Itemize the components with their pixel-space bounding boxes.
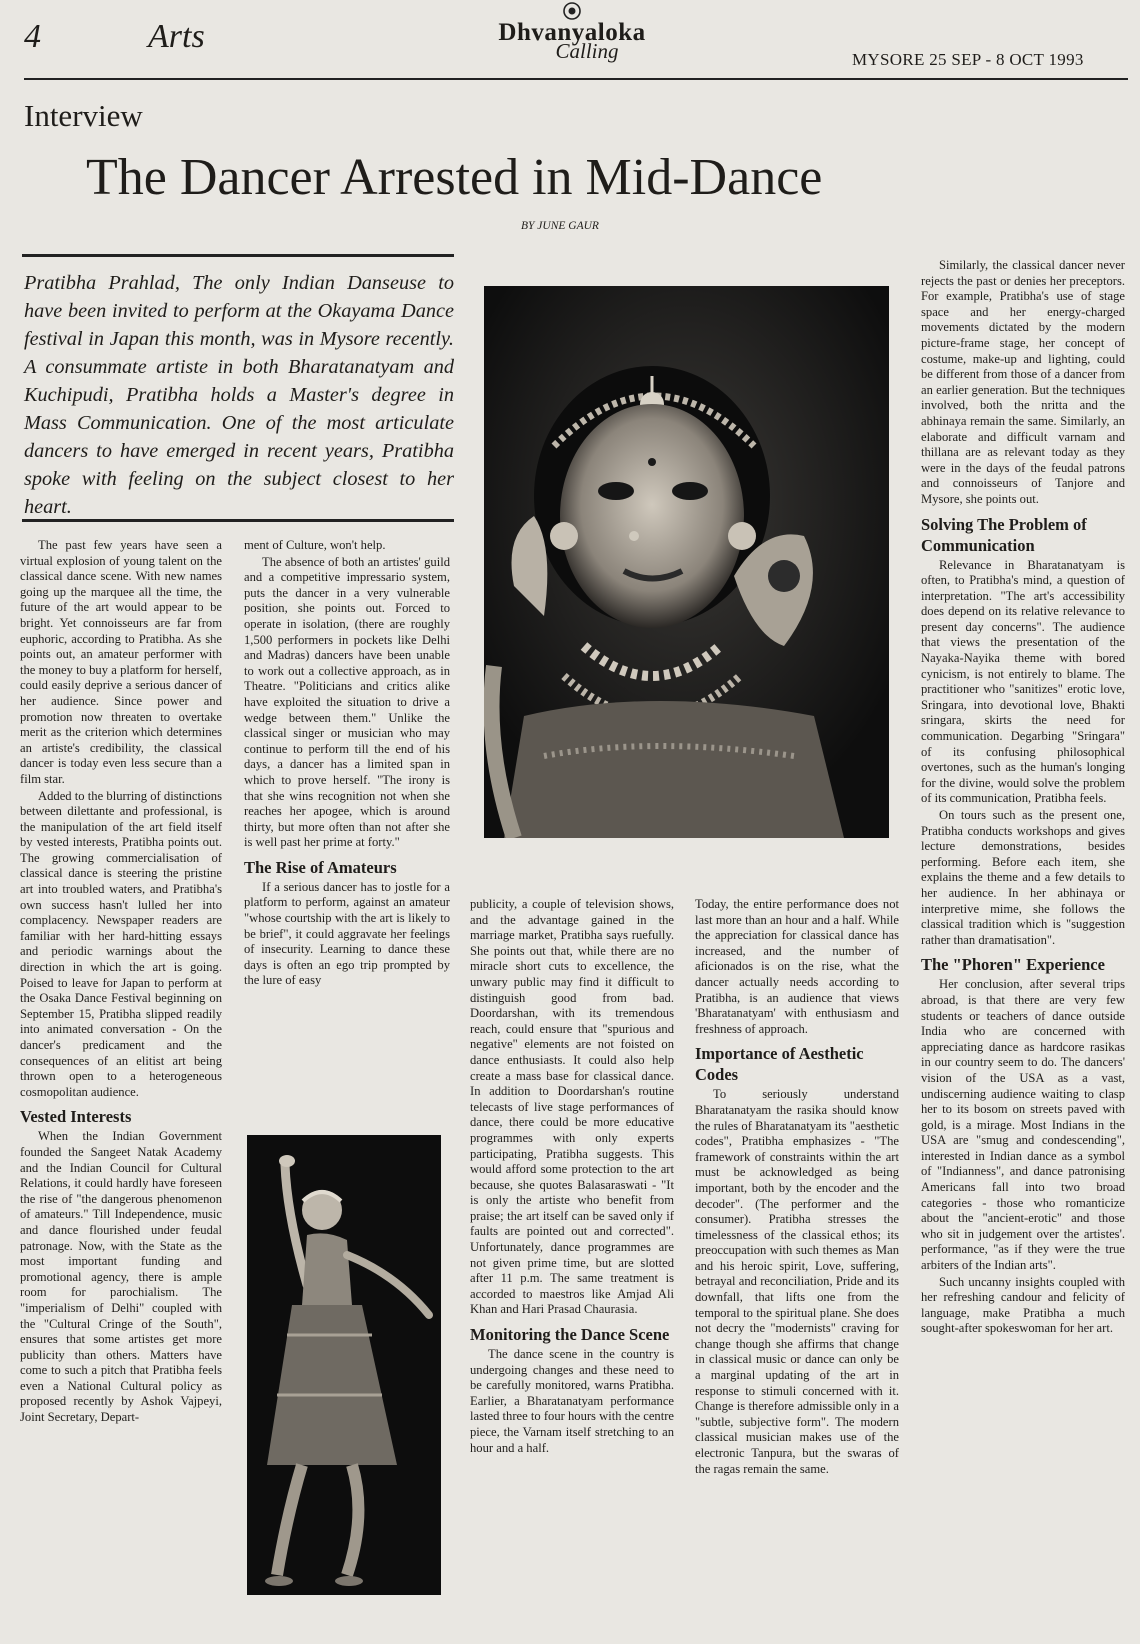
col1-paragraph-2: Added to the blurring of distinctions between dilettante and professional, is the manipulation of the art field itself by vested interests, Pratibha points out. The growing commercialisation of classical dance is steering the pristine art into troubled waters, and Pratibha's own success hasn't lulled her into complacency. Newspaper readers are familiar with her hard-hitting essays and periodic warnings about the direction in which the art is going. Poised to leave for Japan to perform at the Osaka Dance Festival beginning on September 15, Pratibha slipped readily into animated conversation - On the dancer's predicament and the consequences of an elitist art being thrown open to a heterogeneous cosmopolitan audience. [20,788,222,1099]
subhead-rise-of-amateurs: The Rise of Amateurs [244,857,397,877]
dancer-fullbody-photo [247,1135,441,1595]
dancer-portrait-image [484,286,889,838]
col2-paragraph-2: The absence of both an artistes' guild and a competitive impressario system, puts the dancer in a very vulnerable position, she points out. Forced to operate in isolation, (there are roughly 1,500 performers in pockets like Delhi and Madras) dancers have been unable to work out a collective approach, as in Theatre. "Politicians and critics alike have exploited the situation to drive a wedge between them." Unlike the classical singer or musician who may continue to perform till the end of his days, a dancer has a limited span in which to prove herself. "The irony is that she wins recognition not when she reaches her apogee, which is around thirty, but more often than not after she is well past her prime at forty." [244,554,450,850]
col2-paragraph-3: If a serious dancer has to jostle for a platform to perform, against an amateur "whose courtship with the art is likely to be brief", it could aggravate her feelings of insecurity. Learning to dance these days is often an ego trip prompted by the lure of easy [244,879,450,988]
subhead-solving-problem-communication: Solving The Problem of Communication [921,514,1087,555]
subhead-importance-aesthetic-codes: Importance of Aesthetic Codes [695,1044,864,1085]
page-number: 4 [24,18,41,55]
dancer-fullbody-image [247,1135,441,1595]
subhead-vested-interests: Vested Interests [20,1107,132,1127]
column-1 [20,538,222,1427]
col4-paragraph-2: To seriously understand Bharatanatyam the rasika should know the rules of Bharatanatyam its "aesthetic codes", Pratibha emphasizes - "The framework of constraints within the art must be acknowledged as being important, both by the encoder and the decoder". (The performer and the consumer). Pratibha stresses the timelessness of the classical ethos; its preoccupation with such themes as Man and his heroic spirit, Love, suffering, betrayal and reconciliation, Pride and its downfall, that lifts one from the temporal to the spiritual plane. She does not decry the "modernists" craving for change though she affirms that change in classical music or dance can only be a marginal updating of the art in response to stimuli concerned with it. Change is therefore admissible only in a "subtle, subjective form". The modern classical musician makes use of the electronic Tanpura, but the swaras of the ragas remain the same. [695,1087,899,1476]
col2-paragraph-1: ment of Culture, won't help. [244,538,386,552]
col1-paragraph-1: The past few years have seen a virtual explosion of young talent on the classical dance scene. With new names going up the marquee all the time, the future of the art would appear to be bright. Yet connoisseurs are far from euphoric, according to Pratibha. As she points out, an amateur performer with the money to buy a platform for herself, could easily deprive a serious dancer of her audience. Since power and promotion now threaten to overtake merit as the criterion which determines an artiste's credibility, the classical dancer is today even less secure than a film star. [20,538,222,786]
intro-top-rule [22,254,454,257]
col4-paragraph-1: Today, the entire performance does not last more than an hour and a half. While the appreciation for classical dance has increased, and the number of aficionados is on the rise, what the dancer actually needs according to Pratibha, is an audience that views 'Bharatanatyam' with enthusiasm and freshness of approach. [695,897,899,1036]
emblem-icon [560,1,584,21]
column-2 [244,538,450,990]
column-4 [695,897,899,1478]
col3-paragraph-1: publicity, a couple of television shows, and the advantage gained in the marriage market, Pratibha says ruefully. She points out that, while there are no miracle short cuts to excellence, the unwary public may find it difficult to distinguish good from bad. Doordarshan, with its tremendous reach, could ensure that "spurious and negative" elements are not foisted on dance enthusiasts. It could also help create a mass base for classical dance. In addition to Doordarshan's routine telecasts of live stage performances of dance, there could be more educative programmes with only experts participating, Pratibha suggests. This would afford some protection to the art because, she quotes Balasaraswati - "It is only the artiste who benefit from praise; the art itself can be saved only if faults are pointed out and corrected". Unfortunately, dance programmes are not given prime time, but are slotted after 11 p.m. The same treatment is accorded to maestros like Amjad Ali Khan and Hari Prasad Chaurasia. [470,897,674,1317]
col5-paragraph-2: Relevance in Bharatanatyam is often, to Pratibha's mind, a question of interpretation. "The art's accessibility does depend on its relative relevance to present day concerns". The audience that views the presentation of the Nayaka-Nayika theme with bored cynicism, is not entirely to blame. The practitioner who "sanitizes" erotic love, Sringara, into devotional love, Bhakti sringara, skirts the need for communication. Degarbing "Sringara" of its confusing philosophical overtones, such as the human's longing for the divine, would solve the problem of its communication, Pratibha feels. [921,557,1125,806]
subhead-phoren-experience: The "Phoren" Experience [921,955,1105,975]
kicker: Interview [24,98,143,133]
header-rule [24,78,1128,80]
section-title: Arts [148,18,205,55]
col1-paragraph-3: When the Indian Government founded the Sangeet Natak Academy and the Indian Council for Cultural Relations, it could hardly have foreseen the rise of "the dangerous phenomenon of amateurs." Till Independence, music and dance flourished under feudal patronage. Now, with the State as the most important funding and promotional agency, there is ample room for parochialism. The "imperialism of Delhi" coupled with the "Cultural Cringe of the South", ensures that some artistes get more publicity than others. Matters have come to such a pitch that Pratibha feels even a National Cultural policy as proposed recently by Ashok Vajpeyi, Joint Secretary, Depart- [20,1129,222,1425]
byline: BY JUNE GAUR [521,220,599,232]
subhead-monitoring-dance-scene: Monitoring the Dance Scene [470,1325,670,1345]
headline: The Dancer Arrested in Mid-Dance [86,149,823,206]
dancer-portrait-photo [484,286,889,838]
col5-paragraph-3: On tours such as the present one, Pratibha conducts workshops and gives lecture demonstrations, besides performing. Before each item, she explains the theme and a few details to her audience. In her abhinaya or interpretive mime, she follows the classical tradition which is "suggestion rather than dramatisation". [921,808,1125,947]
dateline: MYSORE 25 SEP - 8 OCT 1993 [852,50,1084,69]
intro-bottom-rule [22,519,454,522]
paper-subtitle: Calling [555,39,619,63]
column-3 [470,897,674,1457]
column-5 [921,258,1125,1338]
col5-paragraph-1: Similarly, the classical dancer never rejects the past or denies her preceptors. For example, Pratibha's use of stage space and her energy-charged movements dictated by the modern picture-frame stage, her concept of costume, make-up and lighting, could be different from those of a dancer from an earlier generation. But the techniques involved, both the nritta and the abhinaya remain the same. Similarly, an elaborate and difficult varnam and thillana are as relevant today as they were in the days of the feudal patrons and connoisseurs of Tanjore and Mysore, she points out. [921,258,1125,506]
col5-paragraph-5: Such uncanny insights coupled with her refreshing candour and felicity of language, make Pratibha a much sought-after spokeswoman for her art. [921,1274,1125,1336]
col3-paragraph-2: The dance scene in the country is undergoing changes and these need to be carefully monitored, warns Pratibha. Earlier, a Bharatanatyam performance lasted three to four hours with the centre piece, the Varnam itself stretching to an hour and a half. [470,1347,674,1455]
masthead [452,0,692,80]
paper-name: Dhvanyaloka [498,19,646,46]
intro-paragraph: Pratibha Prahlad, The only Indian Danseuse to have been invited to perform at the Okayama Dance festival in Japan this month, was in Mysore recently. A consummate artiste in both Bharatanatyam and Kuchipudi, Pratibha holds a Master's degree in Mass Communication. One of the most articulate dancers to have emerged in recent years, Pratibha spoke with feeling on the subject closest to her heart. [24,272,454,518]
col5-paragraph-4: Her conclusion, after several trips abroad, is that there are very few students or teachers of dance outside India who are concerned with appreciating dance as hardcore rasikas in our country seem to do. The dancers' vision of the USA as a vast, undiscerning audience waiting to clasp her to its bosom on streets paved with gold, is a mirage. Most Indians in the USA are "smug and condescending", interested in Indian dance as a symbol of "Indianness", and dance patronising Americans fall into two broad categories - those who romanticize about the "ancient-erotic" and those who sit in judgement over the artistes'. performance, "as if they were the true arbiters of the Indian arts". [921,977,1125,1273]
